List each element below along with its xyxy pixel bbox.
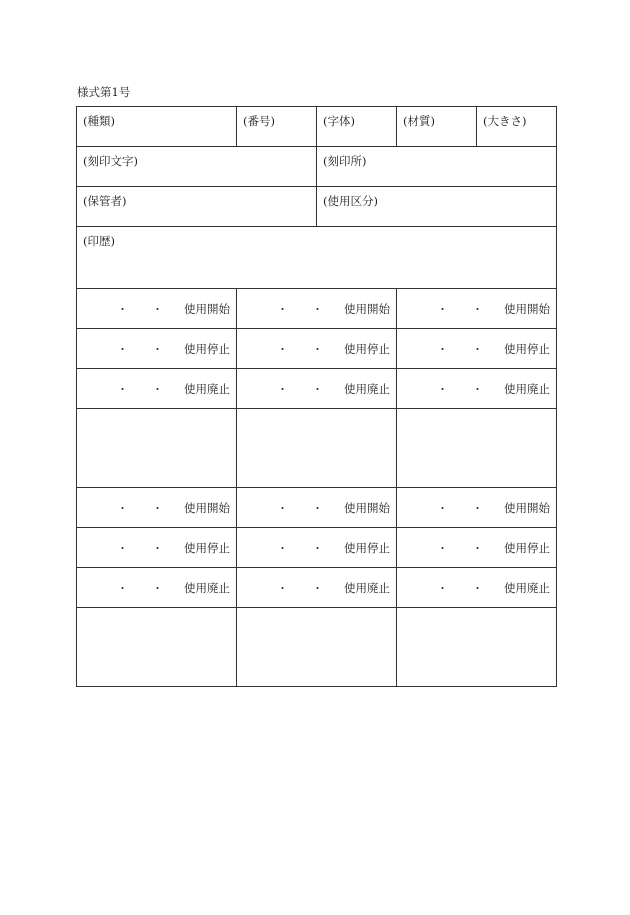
use-stop-date-cell[interactable]: [237, 329, 397, 369]
use-start-label: 使用開始: [184, 301, 231, 316]
use-abolish-date-cell[interactable]: [77, 369, 237, 409]
use-abolish-label: 使用廃止: [184, 381, 231, 396]
date-separator: ・: [277, 581, 289, 595]
use-abolish-date-cell[interactable]: [237, 568, 397, 608]
use-stop-date-cell[interactable]: [397, 329, 557, 369]
date-separator: ・: [472, 541, 484, 555]
material-cell[interactable]: [397, 107, 477, 147]
inscription-label: (刻印文字): [83, 154, 138, 168]
use-abolish-date-cell[interactable]: [397, 369, 557, 409]
material-label: (材質): [403, 114, 435, 128]
use-abolish-date-cell[interactable]: [397, 568, 557, 608]
date-separator: ・: [277, 302, 289, 316]
seal-impression-box[interactable]: [77, 608, 237, 687]
number-label: (番号): [243, 114, 275, 128]
seal-impression-box[interactable]: [397, 608, 557, 687]
date-separator: ・: [152, 501, 163, 515]
seal-impression-box[interactable]: [237, 608, 397, 687]
use-start-label: 使用開始: [344, 500, 391, 515]
use-start-date-cell[interactable]: [77, 289, 237, 329]
use-start-label: 使用開始: [504, 301, 551, 316]
date-separator: ・: [437, 302, 449, 316]
custodian-cell[interactable]: [77, 187, 317, 227]
use-stop-date-cell[interactable]: [397, 528, 557, 568]
history-cell[interactable]: [77, 227, 557, 289]
use-start-label: 使用開始: [344, 301, 391, 316]
date-separator: ・: [312, 541, 324, 555]
date-separator: ・: [117, 382, 128, 396]
use-start-date-cell[interactable]: [237, 289, 397, 329]
date-separator: ・: [312, 302, 324, 316]
date-separator: ・: [117, 581, 128, 595]
size-cell[interactable]: [477, 107, 557, 147]
use-start-date-cell[interactable]: [397, 289, 557, 329]
date-separator: ・: [277, 382, 289, 396]
date-separator: ・: [312, 501, 324, 515]
date-separator: ・: [152, 342, 163, 356]
date-separator: ・: [152, 302, 163, 316]
date-separator: ・: [437, 581, 449, 595]
date-separator: ・: [152, 581, 163, 595]
seal-impression-box[interactable]: [237, 409, 397, 488]
inscription-cell[interactable]: [77, 147, 317, 187]
date-separator: ・: [277, 501, 289, 515]
kind-label: (種類): [83, 114, 115, 128]
date-separator: ・: [437, 541, 449, 555]
use-stop-label: 使用停止: [344, 341, 391, 356]
date-separator: ・: [312, 382, 324, 396]
use-abolish-label: 使用廃止: [344, 580, 391, 595]
use-stop-label: 使用停止: [184, 341, 231, 356]
use-stop-date-cell[interactable]: [237, 528, 397, 568]
date-separator: ・: [437, 342, 449, 356]
seal-impression-box[interactable]: [77, 409, 237, 488]
use-start-date-cell[interactable]: [397, 488, 557, 528]
usage-category-label: (使用区分): [323, 194, 378, 208]
date-separator: ・: [472, 342, 484, 356]
usage-category-cell[interactable]: [317, 187, 557, 227]
date-separator: ・: [277, 541, 289, 555]
date-separator: ・: [472, 382, 484, 396]
use-start-date-cell[interactable]: [237, 488, 397, 528]
seal-registration-form: [76, 106, 557, 687]
date-separator: ・: [277, 342, 289, 356]
use-stop-label: 使用停止: [504, 540, 551, 555]
form-title: 様式第1号: [77, 85, 131, 99]
date-separator: ・: [117, 342, 128, 356]
kind-cell[interactable]: [77, 107, 237, 147]
use-abolish-label: 使用廃止: [504, 381, 551, 396]
date-separator: ・: [117, 501, 128, 515]
date-separator: ・: [152, 382, 163, 396]
date-separator: ・: [152, 541, 163, 555]
seal-impression-box[interactable]: [397, 409, 557, 488]
date-separator: ・: [472, 581, 484, 595]
engraver-label: (刻印所): [323, 154, 367, 168]
font-cell[interactable]: [317, 107, 397, 147]
use-abolish-date-cell[interactable]: [237, 369, 397, 409]
use-abolish-date-cell[interactable]: [77, 568, 237, 608]
use-start-label: 使用開始: [184, 500, 231, 515]
use-stop-date-cell[interactable]: [77, 329, 237, 369]
use-abolish-label: 使用廃止: [184, 580, 231, 595]
date-separator: ・: [437, 501, 449, 515]
use-stop-label: 使用停止: [504, 341, 551, 356]
use-abolish-label: 使用廃止: [504, 580, 551, 595]
use-start-date-cell[interactable]: [77, 488, 237, 528]
use-stop-date-cell[interactable]: [77, 528, 237, 568]
date-separator: ・: [472, 501, 484, 515]
date-separator: ・: [472, 302, 484, 316]
custodian-label: (保管者): [83, 194, 127, 208]
use-abolish-label: 使用廃止: [344, 381, 391, 396]
date-separator: ・: [437, 382, 449, 396]
date-separator: ・: [117, 541, 128, 555]
date-separator: ・: [312, 342, 324, 356]
engraver-cell[interactable]: [317, 147, 557, 187]
font-label: (字体): [323, 114, 355, 128]
use-stop-label: 使用停止: [184, 540, 231, 555]
date-separator: ・: [312, 581, 324, 595]
date-separator: ・: [117, 302, 128, 316]
use-stop-label: 使用停止: [344, 540, 391, 555]
history-label: (印歴): [83, 234, 115, 248]
size-label: (大きさ): [483, 114, 527, 128]
number-cell[interactable]: [237, 107, 317, 147]
use-start-label: 使用開始: [504, 500, 551, 515]
